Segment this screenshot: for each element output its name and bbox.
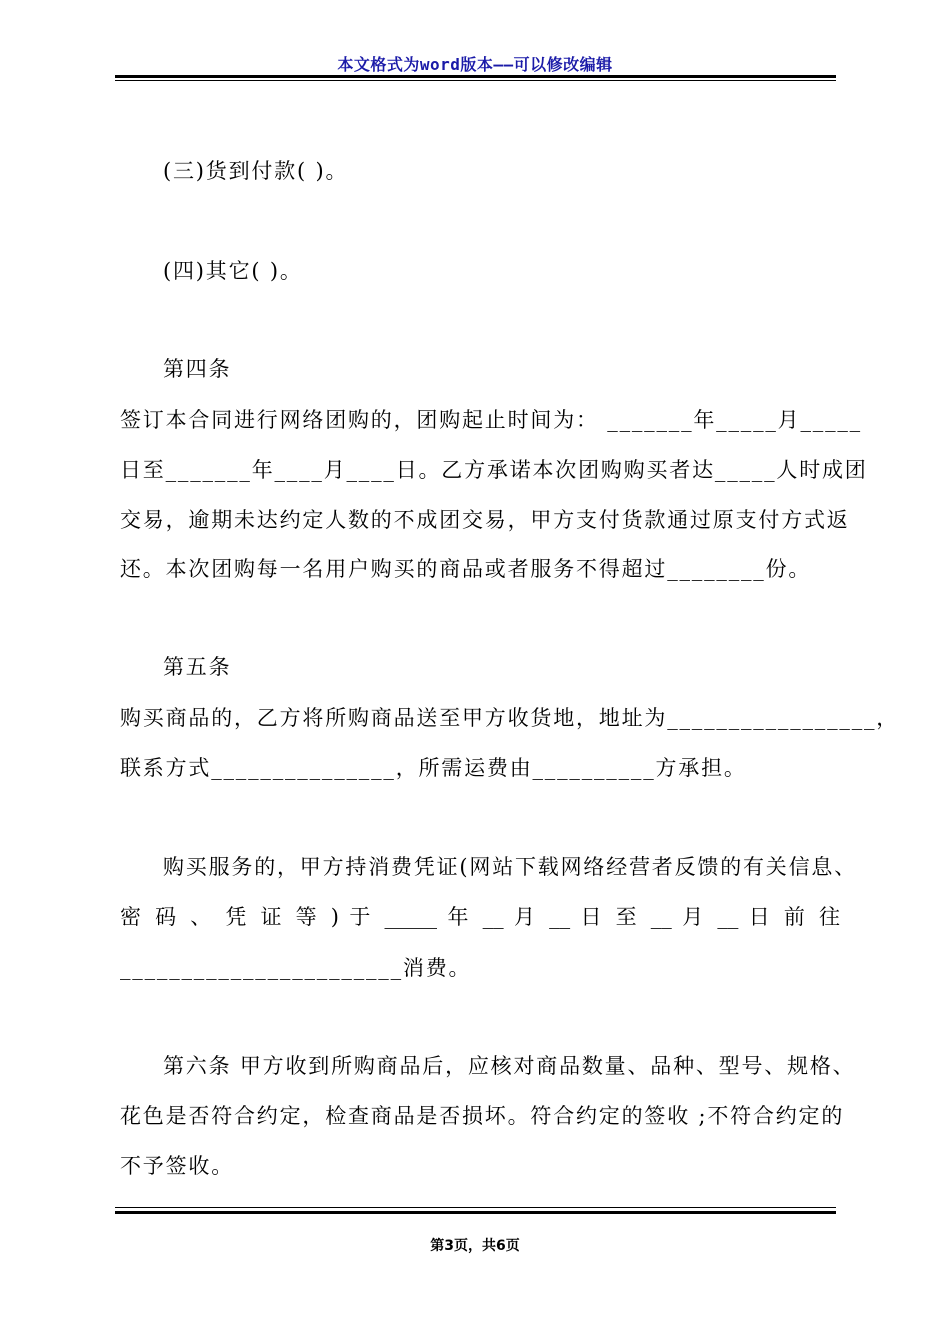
footer-rule-thick bbox=[115, 1211, 836, 1214]
payment-option-4: (四)其它( )。 bbox=[163, 259, 303, 283]
article-4-line-1: 签订本合同进行网络团购的，团购起止时间为： _______年_____月_____ bbox=[120, 408, 862, 432]
article-5-line-2: 联系方式_______________，所需运费由__________方承担。 bbox=[120, 756, 747, 780]
service-purchase-line-3: _______________________消费。 bbox=[120, 956, 472, 980]
article-5-line-1: 购买商品的，乙方将所购商品送至甲方收货地，地址为_________________， bbox=[120, 706, 900, 730]
article-4-line-4: 还。本次团购每一名用户购买的商品或者服务不得超过________份。 bbox=[120, 557, 812, 581]
payment-option-3: (三)货到付款( )。 bbox=[163, 159, 349, 183]
article-6-line-3: 不予签收。 bbox=[120, 1154, 234, 1178]
article-4-line-3: 交易，逾期未达约定人数的不成团交易，甲方支付货款通过原支付方式返 bbox=[120, 508, 850, 532]
article-4-heading: 第四条 bbox=[163, 357, 232, 381]
article-4-line-2: 日至_______年____月____日。乙方承诺本次团购购买者达_____人时成团 bbox=[120, 458, 868, 482]
article-5-heading: 第五条 bbox=[163, 655, 232, 679]
footer-rule-thin bbox=[115, 1207, 836, 1208]
document-header-title: 本文格式为word版本——可以修改编辑 bbox=[337, 55, 613, 74]
service-purchase-line-1: 购买服务的，甲方持消费凭证(网站下载网络经营者反馈的有关信息、 bbox=[163, 855, 857, 879]
header-rule-thick bbox=[115, 75, 836, 78]
article-6-line-1: 第六条 甲方收到所购商品后，应核对商品数量、品种、型号、规格、 bbox=[163, 1054, 856, 1078]
page-number: 第3页，共6页 bbox=[430, 1238, 520, 1254]
service-purchase-line-2: 密 码 、 凭 证 等 ) 于 _____ 年 __ 月 __ 日 至 __ 月 __ 日 前 往 bbox=[120, 905, 840, 929]
header-rule-thin bbox=[115, 80, 836, 81]
article-6-line-2: 花色是否符合约定，检查商品是否损坏。符合约定的签收 ;不符合约定的 bbox=[120, 1104, 845, 1128]
